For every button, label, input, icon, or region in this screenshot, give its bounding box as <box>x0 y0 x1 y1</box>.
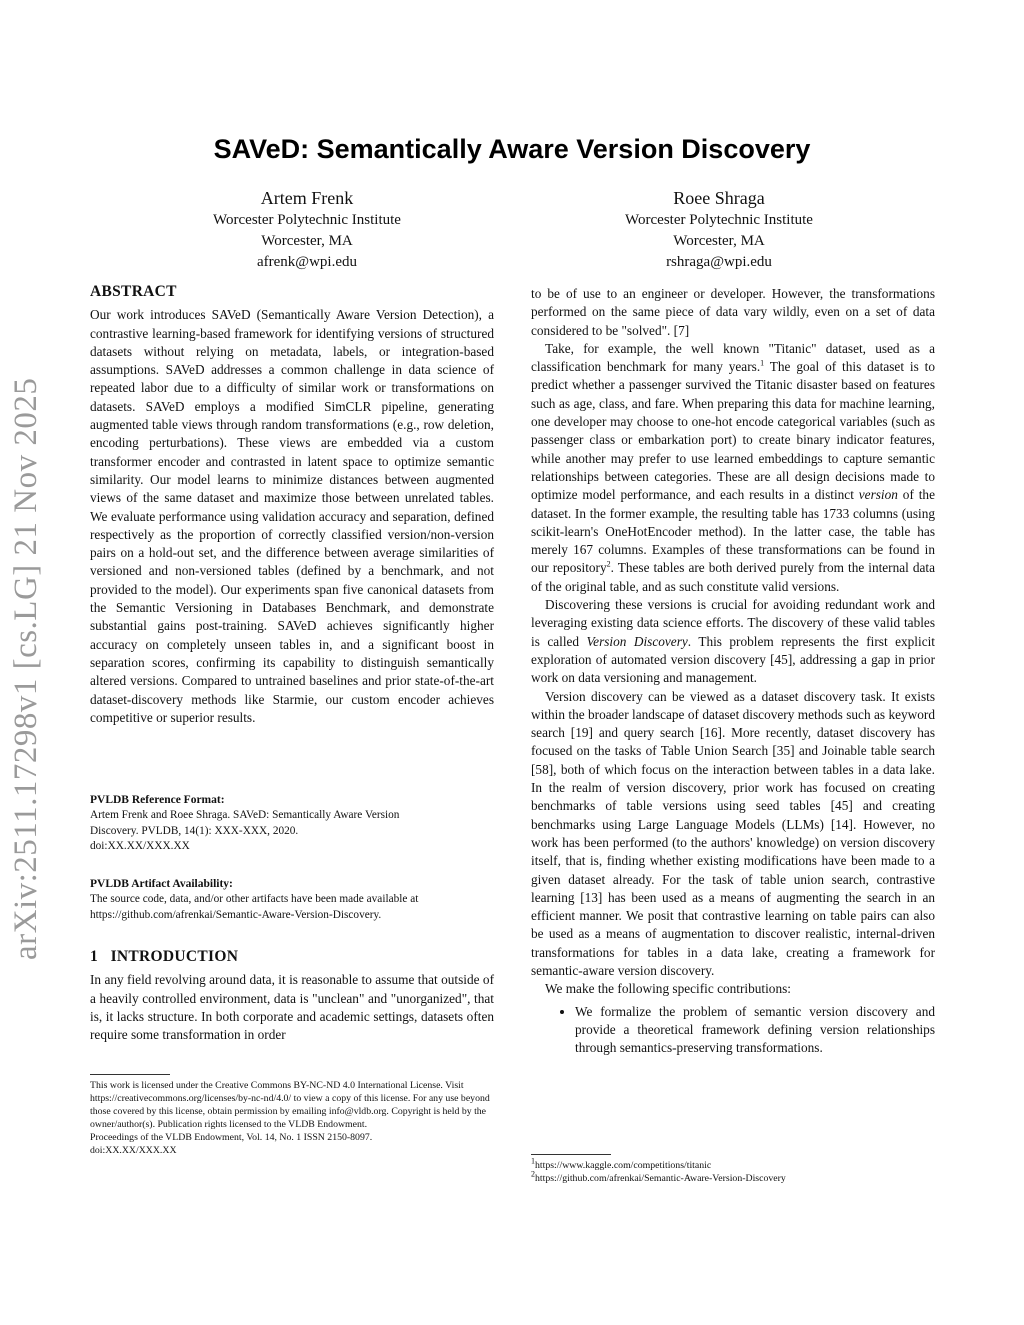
reference-format-heading: PVLDB Reference Format: <box>90 794 225 806</box>
author-email: afrenk@wpi.edu <box>256 254 358 270</box>
author-block-1 <box>157 186 457 273</box>
right-column <box>531 285 935 1057</box>
abstract-text: Our work introduces SAVeD (Semantically Aware Version Detection), a contrastive learning-based framework for identifying versions of structured datasets without relying on metadata, labels, or integration-based assumptions. SAVeD addresses a common challenge in data science of repeated labor due to a difficulty of similar work or transformations on datasets. SAVeD employs a modified SimCLR pipeline, generating augmented table views through random transformations (e.g., row deletion, encoding perturbations). These views are embedded via a custom transformer encoder and contrasted in latent space to optimize semantic similarity. Our model learns to minimize distances between augmented views of the same dataset and maximize those between unrelated tables. We evaluate performance using validation accuracy and separation, defined respectively as the proportion of correctly classified version/non-version pairs on a hold-out set, and the difference between average similarities of versioned and non-versioned tables (defined by a benchmark, and not provided to the model). Our experiments span five canonical datasets from the Semantic Versioning in Databases Benchmark, and demonstrate substantial gains post-training. SAVeD achieves significantly higher accuracy on completely unseen tables in, and a significant boost in separation scores, confirming its capability to distinguish semantically altered versions. Compared to untrained baselines and prior state-of-the-art dataset-discovery methods like Starmie, our custom encoder achieves competitive or superior results. <box>90 307 494 725</box>
section-title: INTRODUCTION <box>110 948 239 965</box>
introduction-section <box>90 948 494 1044</box>
right-paragraph-5: We make the following specific contributions: <box>545 981 791 997</box>
paper-title: SAVeD: Semantically Aware Version Discovery <box>213 134 811 164</box>
artifact-line: The source code, data, and/or other artifacts have been made available at <box>90 893 419 905</box>
license-text: This work is licensed under the Creative Commons BY-NC-ND 4.0 International License. Visit https://creativecommons.org/licenses/by-nc-nd/4.0/ to view a copy of this license. For any use beyond those covered by this license, obtain permission by emailing info@vldb.org. Copyright is held by the owner/author(s). Publication rights licensed to the VLDB Endowment. <box>90 1080 490 1130</box>
reference-format-line: Artem Frenk and Roee Shraga. SAVeD: Semantically Aware Version <box>90 809 400 821</box>
author-email: rshraga@wpi.edu <box>666 254 772 270</box>
footnote-rule <box>90 1074 170 1075</box>
artifact-heading: PVLDB Artifact Availability: <box>90 878 233 890</box>
license-footnote <box>90 1074 494 1157</box>
contributions-list <box>531 1003 935 1058</box>
section-number: 1 <box>90 948 99 965</box>
author-name: Artem Frenk <box>260 188 354 208</box>
author-block-2 <box>569 186 869 273</box>
right-paragraph-1: to be of use to an engineer or developer. However, the transformations performed on the same piece of data vary wildly, even on a set of data considered to be "solved". [7] <box>531 286 935 338</box>
license-doi: doi:XX.XX/XXX.XX <box>90 1145 177 1156</box>
artifact-block <box>90 876 494 923</box>
introduction-paragraph: In any field revolving around data, it is reasonable to assume that outside of a heavily controlled environment, data is "unclean" and "unorganized", that is, it lacks structure. In both corporate and academic settings, datasets often require some transformation in order <box>90 972 494 1043</box>
proceedings-text: Proceedings of the VLDB Endowment, Vol. 14, No. 1 ISSN 2150-8097. <box>90 1132 373 1143</box>
right-paragraph-4: Version discovery can be viewed as a dataset discovery task. It exists within the broader landscape of dataset discovery methods such as keyword search [19] and query search [16]. More recently, dataset discovery has focused on the tasks of Table Union Search [35] and Joinable table search [58], both of which focus on the interaction between tables in a data lake. In the realm of version discovery, prior work has focused on creating benchmarks of table versions using seed tables [45] and creating benchmarks using Large Language Models (LLMs) [14]. However, no work has been performed (to the authors' knowledge) on version discovery itself, that is, finding whether existing modifications have been made to a given dataset already. For the task of table union search, contrastive learning [13] has been used as a means of augmenting the search in an efficient manner. We posit that contrastive learning on table pairs can also be used as a means of augmentation to discover realistic, internal-driven transformations for tables in a data lake, creating a framework for semantic-aware version discovery. <box>531 688 935 978</box>
footnote-marker: 1 <box>760 358 765 368</box>
left-column <box>90 283 494 727</box>
reference-format-block <box>90 792 494 855</box>
abstract-heading: ABSTRACT <box>90 283 177 300</box>
author-location: Worcester, MA <box>261 233 353 249</box>
author-affiliation: Worcester Polytechnic Institute <box>625 212 813 228</box>
list-item: • We formalize the problem of semantic version discovery and provide a theoretical framework defining version relationships through semantics-preserving transformations. <box>575 1003 935 1058</box>
introduction-heading <box>90 948 494 966</box>
footnote-1[interactable]: $^1$https://www.kaggle.com/competitions/titanic <box>531 1156 712 1171</box>
author-location: Worcester, MA <box>673 233 765 249</box>
author-name: Roee Shraga <box>673 188 765 208</box>
artifact-link[interactable]: https://github.com/afrenkai/Semantic-Aware-Version-Discovery. <box>90 908 382 921</box>
reference-format-line: Discovery. PVLDB, 14(1): XXX-XXX, 2020. <box>90 824 299 837</box>
author-affiliation: Worcester Polytechnic Institute <box>213 212 401 228</box>
right-paragraph-2: Take, for example, the well known "Titanic" dataset, used as a classification benchmark for many years.$^1$ The goal of this dataset is to predict whether a passenger survived the Titanic disaster based on features such as age, class, and fare. When preparing this data for machine learning, one developer may choose to one-hot encode categorical variables (such as passenger class or embarkation port) to create binary indicator features, while another may prefer to use learned embeddings to capture semantic relationships between categories. These are all design decisions made to optimize model performance, and each results in a distinct version of the dataset. In the former example, the resulting table has 1733 columns (using scikit-learn's OneHotEncoder method). In the latter case, the table has merely 167 columns. Examples of these transformations can be found in our repository$^2$. These tables are both derived purely from the internal data of the original table, and as such constitute valid versions. <box>531 340 935 594</box>
footnote-marker: 2 <box>606 560 611 570</box>
right-paragraph-3: Discovering these versions is crucial for avoiding redundant work and leveraging existing data science efforts. The discovery of these valid tables is called Version Discovery. This problem represents the first explicit exploration of automated version discovery [45], addressing a gap in prior work on data versioning and management. <box>531 597 935 686</box>
arxiv-identifier-stamp: arXiv:2511.17298v1 [cs.LG] 21 Nov 2025 <box>8 377 44 960</box>
footnote-rule <box>531 1154 611 1155</box>
reference-format-doi: doi:XX.XX/XXX.XX <box>90 840 190 852</box>
footnote-2[interactable]: $^2$https://github.com/afrenkai/Semantic-Aware-Version-Discovery <box>531 1169 786 1184</box>
right-footnotes <box>531 1154 935 1185</box>
